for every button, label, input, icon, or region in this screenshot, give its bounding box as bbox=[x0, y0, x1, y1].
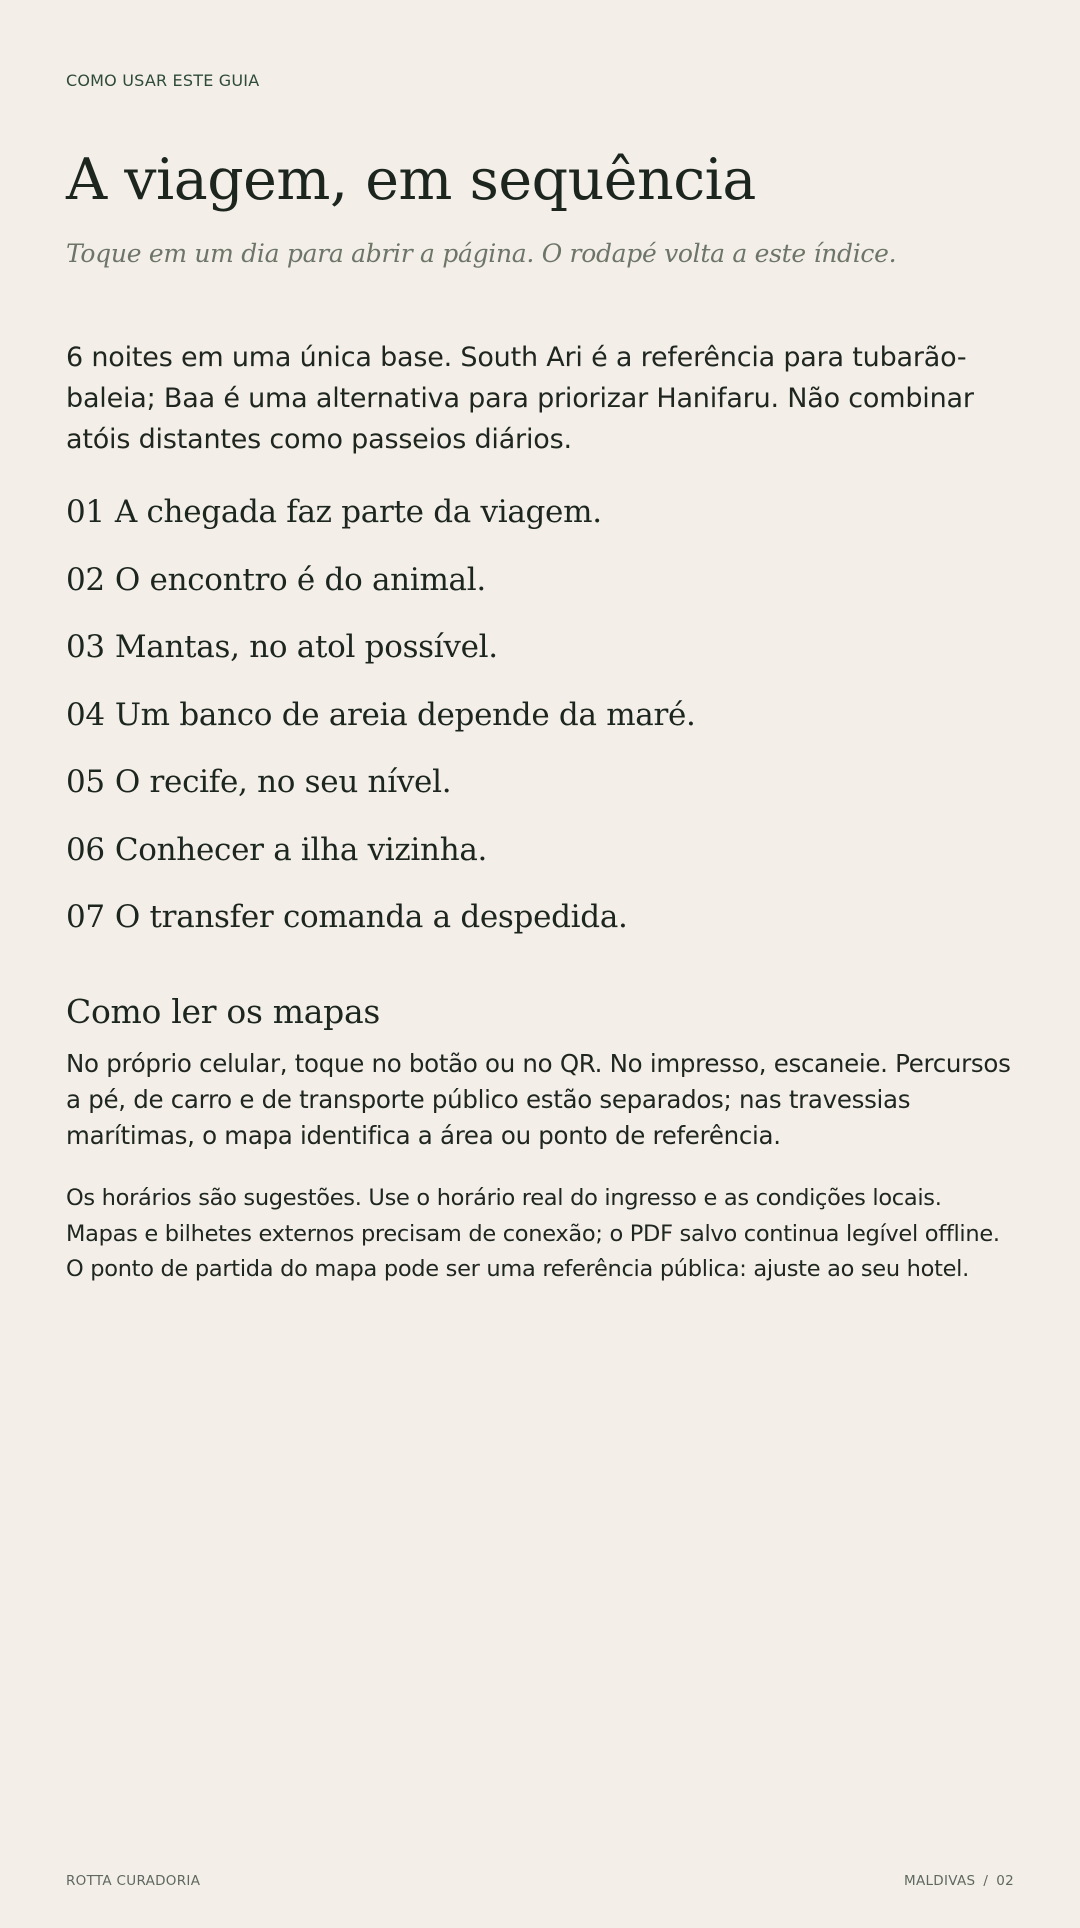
day-label: Mantas, no atol possível. bbox=[114, 629, 498, 665]
day-link-07[interactable] bbox=[66, 895, 696, 963]
eyebrow-label: COMO USAR ESTE GUIA bbox=[66, 71, 260, 90]
day-label: O encontro é do animal. bbox=[114, 561, 486, 598]
day-label: Um banco de areia depende da maré. bbox=[114, 696, 696, 733]
day-number: 06 bbox=[66, 831, 105, 868]
footer-destination: MALDIVAS bbox=[904, 1873, 976, 1889]
day-link-02[interactable] bbox=[66, 558, 696, 626]
day-label: O recife, no seu nível. bbox=[114, 764, 452, 800]
day-link-01[interactable] bbox=[66, 490, 696, 558]
footer-brand: ROTTA CURADORIA bbox=[66, 1873, 201, 1889]
maps-paragraph-2: Os horários são sugestões. Use o horário real do ingresso e as condições locais. Mapas e bilhetes externos precisam de conexão; o PDF salvo continua legível offline. O ponto de partida do mapa pode ser uma referência pública: ajuste ao seu hotel. bbox=[66, 1185, 1000, 1282]
day-link-06[interactable] bbox=[66, 828, 696, 896]
day-number: 03 bbox=[66, 629, 105, 665]
day-number: 05 bbox=[66, 764, 105, 800]
day-number: 04 bbox=[66, 696, 105, 733]
page-title: A viagem, em sequência bbox=[66, 147, 756, 213]
day-number: 01 bbox=[66, 494, 105, 530]
day-link-03[interactable] bbox=[66, 625, 696, 693]
intro-paragraph: 6 noites em uma única base. South Ari é a referência para tubarão-baleia; Baa é uma alternativa para priorizar Hanifaru. Não combinar atóis distantes como passeios diários. bbox=[66, 342, 974, 455]
maps-paragraph-1: No próprio celular, toque no botão ou no QR. No impresso, escaneie. Percursos a pé, de carro e de transporte público estão separados; nas travessias marítimas, o mapa identifica a área ou ponto de referência. bbox=[66, 1049, 1011, 1150]
day-index-list bbox=[66, 490, 696, 963]
day-label: O transfer comanda a despedida. bbox=[114, 899, 628, 935]
day-number: 07 bbox=[66, 899, 105, 935]
day-link-05[interactable] bbox=[66, 760, 696, 828]
footer-page-number: 02 bbox=[996, 1873, 1014, 1889]
day-label: A chegada faz parte da viagem. bbox=[114, 494, 602, 530]
day-label: Conhecer a ilha vizinha. bbox=[114, 831, 488, 868]
page-subtitle: Toque em um dia para abrir a página. O rodapé volta a este índice. bbox=[66, 239, 897, 268]
footer-page-info[interactable] bbox=[904, 1873, 1014, 1889]
day-number: 02 bbox=[66, 561, 105, 598]
footer-separator: / bbox=[983, 1873, 989, 1889]
maps-section-title: Como ler os mapas bbox=[66, 992, 381, 1031]
day-link-04[interactable] bbox=[66, 693, 696, 761]
